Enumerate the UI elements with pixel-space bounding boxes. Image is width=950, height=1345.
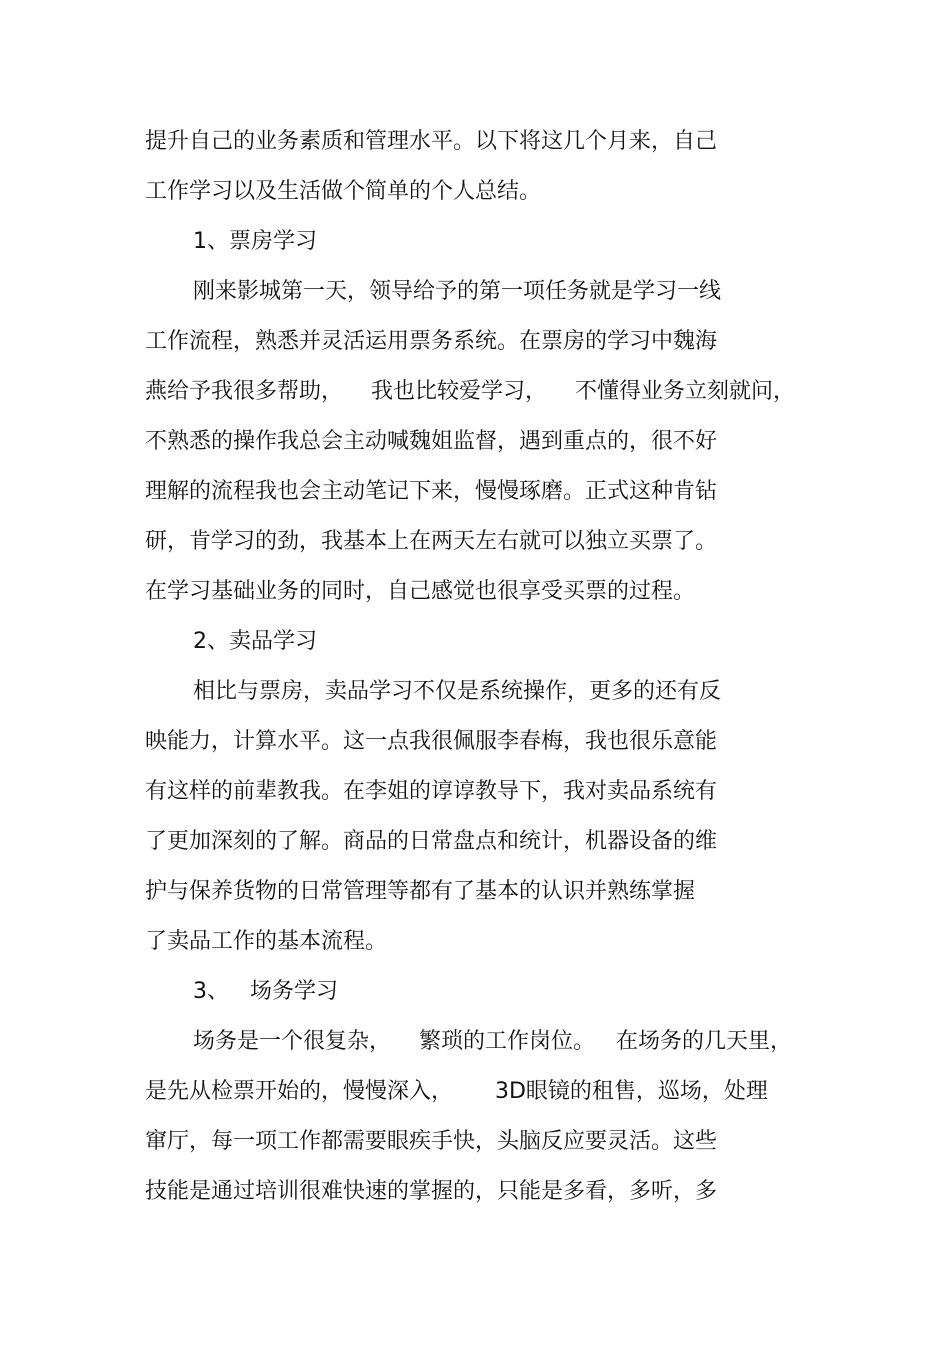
text-line: 了更加深刻的了解。商品的日常盘点和统计，机器设备的维: [145, 829, 718, 854]
text-line: 工作流程，熟悉并灵活运用票务系统。在票房的学习中魏海: [145, 329, 718, 354]
text-line: 理解的流程我也会主动笔记下来，慢慢琢磨。正式这种肯钻: [145, 479, 718, 504]
text-line: 有这样的前辈教我。在李姐的谆谆教导下，我对卖品系统有: [145, 779, 718, 804]
section-heading: 1、票房学习: [193, 229, 317, 254]
text-line: 护与保养货物的日常管理等都有了基本的认识并熟练掌握: [145, 879, 696, 904]
text-line: 是先从检票开始的，慢慢深入， 3D眼镜的租售，巡场，处理: [145, 1079, 768, 1104]
text-line: 相比与票房，卖品学习不仅是系统操作，更多的还有反: [193, 679, 722, 704]
text-line: 场务是一个很复杂， 繁琐的工作岗位。 在场务的几天里，: [193, 1029, 792, 1054]
text-line: 窜厅，每一项工作都需要眼疾手快，头脑反应要灵活。这些: [145, 1129, 718, 1154]
text-line: 在学习基础业务的同时，自己感觉也很享受买票的过程。: [145, 579, 696, 604]
text-line: 映能力，计算水平。这一点我很佩服李春梅，我也很乐意能: [145, 729, 718, 754]
text-line: 刚来影城第一天，领导给予的第一项任务就是学习一线: [193, 279, 722, 304]
text-line: 技能是通过培训很难快速的掌握的，只能是多看，多听，多: [145, 1179, 718, 1204]
section-heading: 2、卖品学习: [193, 629, 317, 654]
text-line: 工作学习以及生活做个简单的个人总结。: [145, 179, 542, 204]
text-line: 提升自己的业务素质和管理水平。以下将这几个月来，自己: [145, 129, 718, 154]
text-line: 燕给予我很多帮助， 我也比较爱学习， 不懂得业务立刻就问，: [145, 379, 795, 404]
text-line: 不熟悉的操作我总会主动喊魏姐监督，遇到重点的，很不好: [145, 429, 718, 454]
text-line: 研，肯学习的劲，我基本上在两天左右就可以独立买票了。: [145, 529, 718, 554]
text-line: 了卖品工作的基本流程。: [145, 929, 388, 954]
section-heading: 3、 场务学习: [193, 979, 338, 1004]
